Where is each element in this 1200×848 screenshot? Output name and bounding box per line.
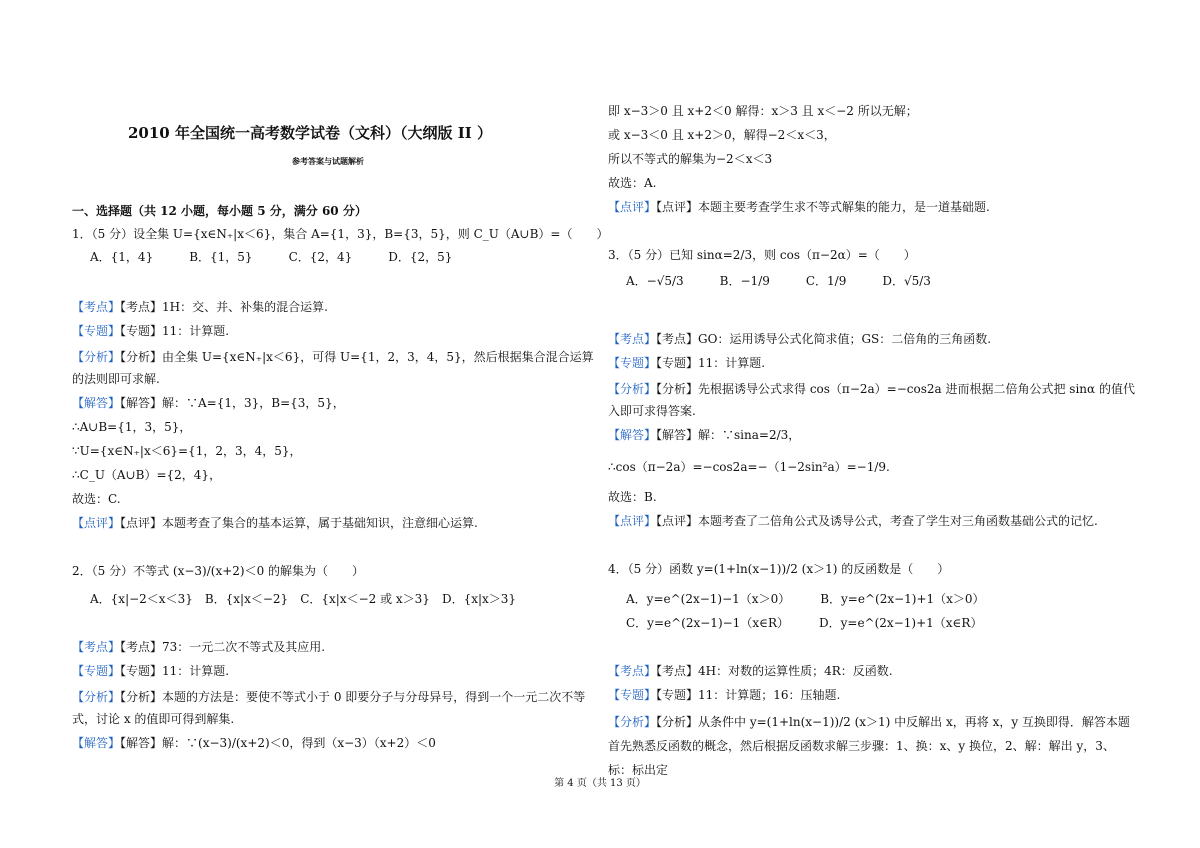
- q2-step-3: 所以不等式的解集为−2＜x＜3: [608, 152, 773, 166]
- page-subtitle: 参考答案与试题解析: [292, 156, 364, 166]
- q3-answer: 故选：B.: [608, 490, 657, 504]
- q3-kaodian: 【考点】【考点】GO：运用诱导公式化简求值；GS：二倍角的三角函数.: [608, 332, 992, 346]
- q3-fenxi: 【分析】【分析】先根据诱导公式求得 cos（π−2a）=−cos2a 进而根据二倍角公式把 sinα 的值代入即可求得答案.: [608, 382, 1135, 418]
- q2-step-1: 即 x−3＞0 且 x+2＜0 解得：x＞3 且 x＜−2 所以无解；: [608, 104, 918, 118]
- question-3: 3．（5 分）已知 sinα=2/3，则 cos（π−2α）=（ ）: [608, 248, 916, 262]
- page-footer: 第 4 页（共 13 页）: [554, 778, 646, 789]
- q1-zhuanti: 【专题】【专题】11：计算题.: [72, 324, 230, 338]
- q3-jieda: 【解答】【解答】解：∵sina=2/3，: [608, 428, 801, 442]
- q3-zhuanti: 【专题】【专题】11：计算题.: [608, 356, 766, 370]
- question-4-options-row-2: C．y=e^(2x−1)−1（x∈R） D．y=e^(2x−1)+1（x∈R）: [626, 616, 983, 630]
- q4-zhuanti: 【专题】【专题】11：计算题；16：压轴题.: [608, 688, 841, 702]
- section-title: 一、选择题（共 12 小题，每小题 5 分，满分 60 分）: [72, 204, 367, 218]
- q1-dianping: 【点评】【点评】本题考查了集合的基本运算，属于基础知识，注意细心运算.: [72, 516, 478, 530]
- q1-step-3: ∴C_U（A∪B）={2，4}，: [72, 468, 222, 482]
- q2-answer: 故选：A.: [608, 176, 657, 190]
- q2-jieda: 【解答】【解答】解：∵(x−3)/(x+2)＜0，得到（x−3）（x+2）＜0: [72, 736, 436, 750]
- q1-fenxi: 【分析】【分析】由全集 U={x∈N₊|x＜6}，可得 U={1，2，3，4，5}，然后根据集合混合运算的法则即可求解.: [72, 350, 594, 386]
- question-4: 4．（5 分）函数 y=(1+ln(x−1))/2 (x＞1) 的反函数是（ ）: [608, 562, 950, 576]
- question-4-options-row-1: A．y=e^(2x−1)−1（x＞0） B．y=e^(2x−1)+1（x＞0）: [626, 592, 985, 606]
- q4-fenxi: 【分析】【分析】从条件中 y=(1+ln(x−1))/2 (x＞1) 中反解出 x，再将 x，y 互换即得．解答本题首先熟悉反函数的概念，然后根据反函数求解三步骤：1、换：x、y 换位，2、解：解出 y，3、标：标出定: [608, 715, 1130, 777]
- q3-dianping: 【点评】【点评】本题考查了二倍角公式及诱导公式，考查了学生对三角函数基础公式的记忆.: [608, 514, 1098, 528]
- q1-answer: 故选：C.: [72, 492, 121, 506]
- question-1-options: A．{1，4} B．{1，5} C．{2，4} D．{2，5}: [90, 250, 453, 264]
- question-3-options: A．−√5/3 B．−1/9 C．1/9 D．√5/3: [626, 274, 931, 288]
- left-column: [72, 0, 609, 848]
- q1-jieda: 【解答】【解答】解：∵A={1，3}，B={3，5}，: [72, 396, 345, 410]
- question-2: 2．（5 分）不等式 (x−3)/(x+2)＜0 的解集为（ ）: [72, 564, 365, 578]
- q3-step-1: ∴cos（π−2a）=−cos2a=−（1−2sin²a）=−1/9.: [608, 460, 890, 474]
- q1-step-1: ∴A∪B={1，3，5}，: [72, 420, 192, 434]
- q2-dianping: 【点评】【点评】本题主要考查学生求不等式解集的能力，是一道基础题.: [608, 200, 990, 214]
- page-title: 2010 年全国统一高考数学试卷（文科）（大纲版 II ）: [128, 124, 492, 142]
- q2-kaodian: 【考点】【考点】73：一元二次不等式及其应用.: [72, 640, 326, 654]
- right-column: [608, 0, 1138, 848]
- question-1: 1．（5 分）设全集 U={x∈N₊|x＜6}，集合 A={1，3}，B={3，5}，则 C_U（A∪B）=（ ）: [72, 227, 609, 241]
- q2-fenxi: 【分析】【分析】本题的方法是：要使不等式小于 0 即要分子与分母异号，得到一个一元二次不等式，讨论 x 的值即可得到解集.: [72, 690, 586, 726]
- q2-step-2: 或 x−3＜0 且 x+2＞0，解得−2＜x＜3，: [608, 128, 836, 142]
- q4-kaodian: 【考点】【考点】4H：对数的运算性质；4R：反函数.: [608, 664, 893, 678]
- question-2-options: A．{x|−2＜x＜3} B．{x|x＜−2} C．{x|x＜−2 或 x＞3} D．{x|x＞3}: [90, 592, 517, 606]
- q2-zhuanti: 【专题】【专题】11：计算题.: [72, 664, 230, 678]
- q1-kaodian: 【考点】【考点】1H：交、并、补集的混合运算.: [72, 300, 328, 314]
- q1-step-2: ∵U={x∈N₊|x＜6}={1，2，3，4，5}，: [72, 444, 302, 458]
